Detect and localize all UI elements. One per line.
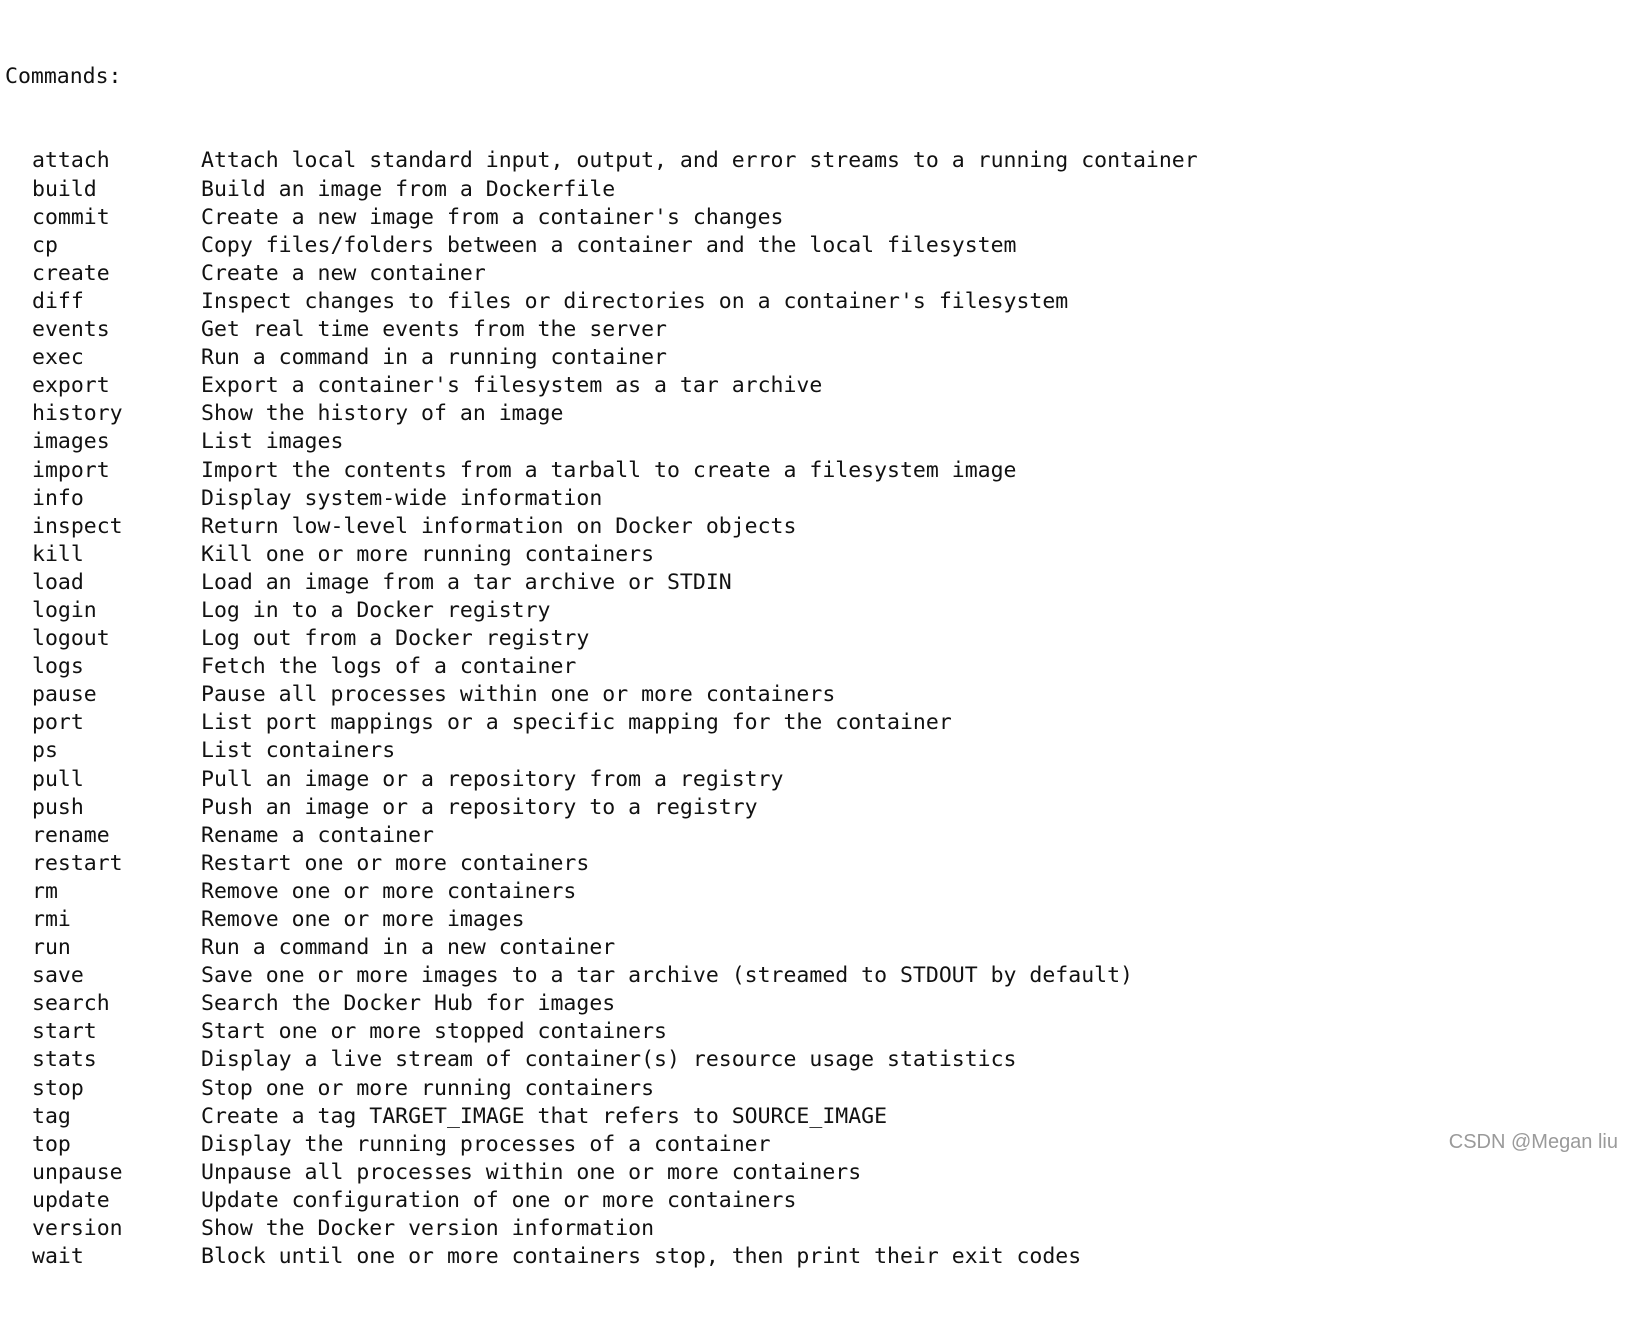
command-name: info — [32, 485, 84, 511]
command-description: Update configuration of one or more containers — [201, 1187, 797, 1213]
command-row — [5, 1131, 1632, 1159]
command-row — [5, 569, 1632, 597]
command-row — [5, 1243, 1632, 1271]
command-name: kill — [32, 541, 84, 567]
command-name: push — [32, 794, 84, 820]
command-row — [5, 1187, 1632, 1215]
command-description: Inspect changes to files or directories on a container's filesystem — [201, 288, 1069, 314]
command-name: rm — [32, 878, 58, 904]
command-description: Start one or more stopped containers — [201, 1019, 667, 1045]
command-description: Create a tag TARGET_IMAGE that refers to SOURCE_IMAGE — [201, 1103, 888, 1129]
command-row — [5, 147, 1632, 175]
command-row — [5, 232, 1632, 260]
command-row — [5, 737, 1632, 765]
command-name: start — [32, 1019, 97, 1045]
command-row — [5, 794, 1632, 822]
command-name: top — [32, 1131, 71, 1157]
command-name: stop — [32, 1075, 84, 1101]
command-description: List port mappings or a specific mapping for the container — [201, 710, 952, 736]
command-description: Display a live stream of container(s) resource usage statistics — [201, 1047, 1017, 1073]
command-description: Restart one or more containers — [201, 850, 590, 876]
command-description: Save one or more images to a tar archive (streamed to STDOUT by default) — [201, 963, 1133, 989]
command-description: Show the history of an image — [201, 401, 564, 427]
command-row — [5, 934, 1632, 962]
command-description: Run a command in a running container — [201, 345, 667, 371]
command-description: Pull an image or a repository from a registry — [201, 766, 784, 792]
command-description: Kill one or more running containers — [201, 541, 655, 567]
command-name: run — [32, 935, 71, 961]
command-name: login — [32, 597, 97, 623]
command-description: Create a new image from a container's changes — [201, 204, 784, 230]
command-row — [5, 204, 1632, 232]
commands-heading: Commands: — [5, 64, 122, 90]
command-row — [5, 1075, 1632, 1103]
command-description: Rename a container — [201, 822, 434, 848]
command-row — [5, 1215, 1632, 1243]
command-description: Load an image from a tar archive or STDIN — [201, 569, 732, 595]
command-name: update — [32, 1187, 110, 1213]
command-row — [5, 428, 1632, 456]
command-name: import — [32, 457, 110, 483]
command-description: Show the Docker version information — [201, 1216, 655, 1242]
command-name: restart — [32, 850, 123, 876]
command-description: Copy files/folders between a container and the local filesystem — [201, 232, 1017, 258]
command-row — [5, 822, 1632, 850]
command-description: Block until one or more containers stop, then print their exit codes — [201, 1244, 1082, 1270]
command-name: ps — [32, 738, 58, 764]
command-name: tag — [32, 1103, 71, 1129]
command-row — [5, 260, 1632, 288]
command-name: save — [32, 963, 84, 989]
command-row — [5, 1103, 1632, 1131]
command-row — [5, 457, 1632, 485]
command-name: logout — [32, 626, 110, 652]
command-name: cp — [32, 232, 58, 258]
command-description: Pause all processes within one or more containers — [201, 682, 836, 708]
command-description: Get real time events from the server — [201, 317, 667, 343]
command-description: Import the contents from a tarball to create a filesystem image — [201, 457, 1017, 483]
command-description: Stop one or more running containers — [201, 1075, 655, 1101]
command-name: version — [32, 1216, 123, 1242]
command-description: List containers — [201, 738, 396, 764]
command-description: Return low-level information on Docker objects — [201, 513, 797, 539]
command-name: rename — [32, 822, 110, 848]
command-description: Log in to a Docker registry — [201, 597, 551, 623]
command-list — [5, 147, 1632, 1271]
command-name: stats — [32, 1047, 97, 1073]
command-description: Remove one or more containers — [201, 878, 577, 904]
command-row — [5, 316, 1632, 344]
command-row — [5, 766, 1632, 794]
command-row — [5, 288, 1632, 316]
command-name: events — [32, 317, 110, 343]
command-name: pause — [32, 682, 97, 708]
command-row — [5, 1046, 1632, 1074]
command-row — [5, 597, 1632, 625]
command-name: attach — [32, 148, 110, 174]
command-description: Build an image from a Dockerfile — [201, 176, 616, 202]
command-description: Search the Docker Hub for images — [201, 991, 616, 1017]
command-description: Remove one or more images — [201, 907, 525, 932]
command-row — [5, 850, 1632, 878]
command-description: Log out from a Docker registry — [201, 626, 590, 652]
command-description: Run a command in a new container — [201, 935, 616, 961]
command-description: Unpause all processes within one or more containers — [201, 1159, 862, 1185]
command-name: inspect — [32, 513, 123, 539]
command-name: diff — [32, 288, 84, 314]
command-name: commit — [32, 204, 110, 230]
command-name: history — [32, 401, 123, 427]
command-row — [5, 653, 1632, 681]
watermark: CSDN @Megan liu — [1448, 1131, 1618, 1153]
command-row — [5, 541, 1632, 569]
command-name: port — [32, 710, 84, 736]
command-row — [5, 372, 1632, 400]
command-row — [5, 906, 1632, 934]
command-description: Export a container's filesystem as a tar archive — [201, 373, 823, 399]
command-description: Push an image or a repository to a registry — [201, 794, 758, 820]
command-name: exec — [32, 345, 84, 371]
command-description: List images — [201, 429, 344, 455]
command-name: pull — [32, 766, 84, 792]
command-name: load — [32, 569, 84, 595]
command-name: wait — [32, 1244, 84, 1270]
command-row — [5, 485, 1632, 513]
command-name: images — [32, 429, 110, 455]
command-description: Display the running processes of a container — [201, 1131, 771, 1157]
command-description: Attach local standard input, output, and error streams to a running container — [201, 148, 1198, 174]
command-row — [5, 709, 1632, 737]
command-row — [5, 990, 1632, 1018]
command-description: Fetch the logs of a container — [201, 654, 577, 680]
command-row — [5, 681, 1632, 709]
command-row — [5, 1159, 1632, 1187]
command-name: unpause — [32, 1159, 123, 1185]
command-row — [5, 513, 1632, 541]
command-name: search — [32, 991, 110, 1017]
command-name: rmi — [32, 907, 71, 932]
command-row — [5, 878, 1632, 906]
command-name: build — [32, 176, 97, 202]
command-row — [5, 176, 1632, 204]
command-row — [5, 344, 1632, 372]
command-name: logs — [32, 654, 84, 680]
command-description: Display system-wide information — [201, 485, 603, 511]
command-row — [5, 962, 1632, 990]
command-row — [5, 625, 1632, 653]
command-row — [5, 400, 1632, 428]
command-row — [5, 1018, 1632, 1046]
command-description: Create a new container — [201, 260, 486, 286]
command-name: export — [32, 373, 110, 399]
command-name: create — [32, 260, 110, 286]
